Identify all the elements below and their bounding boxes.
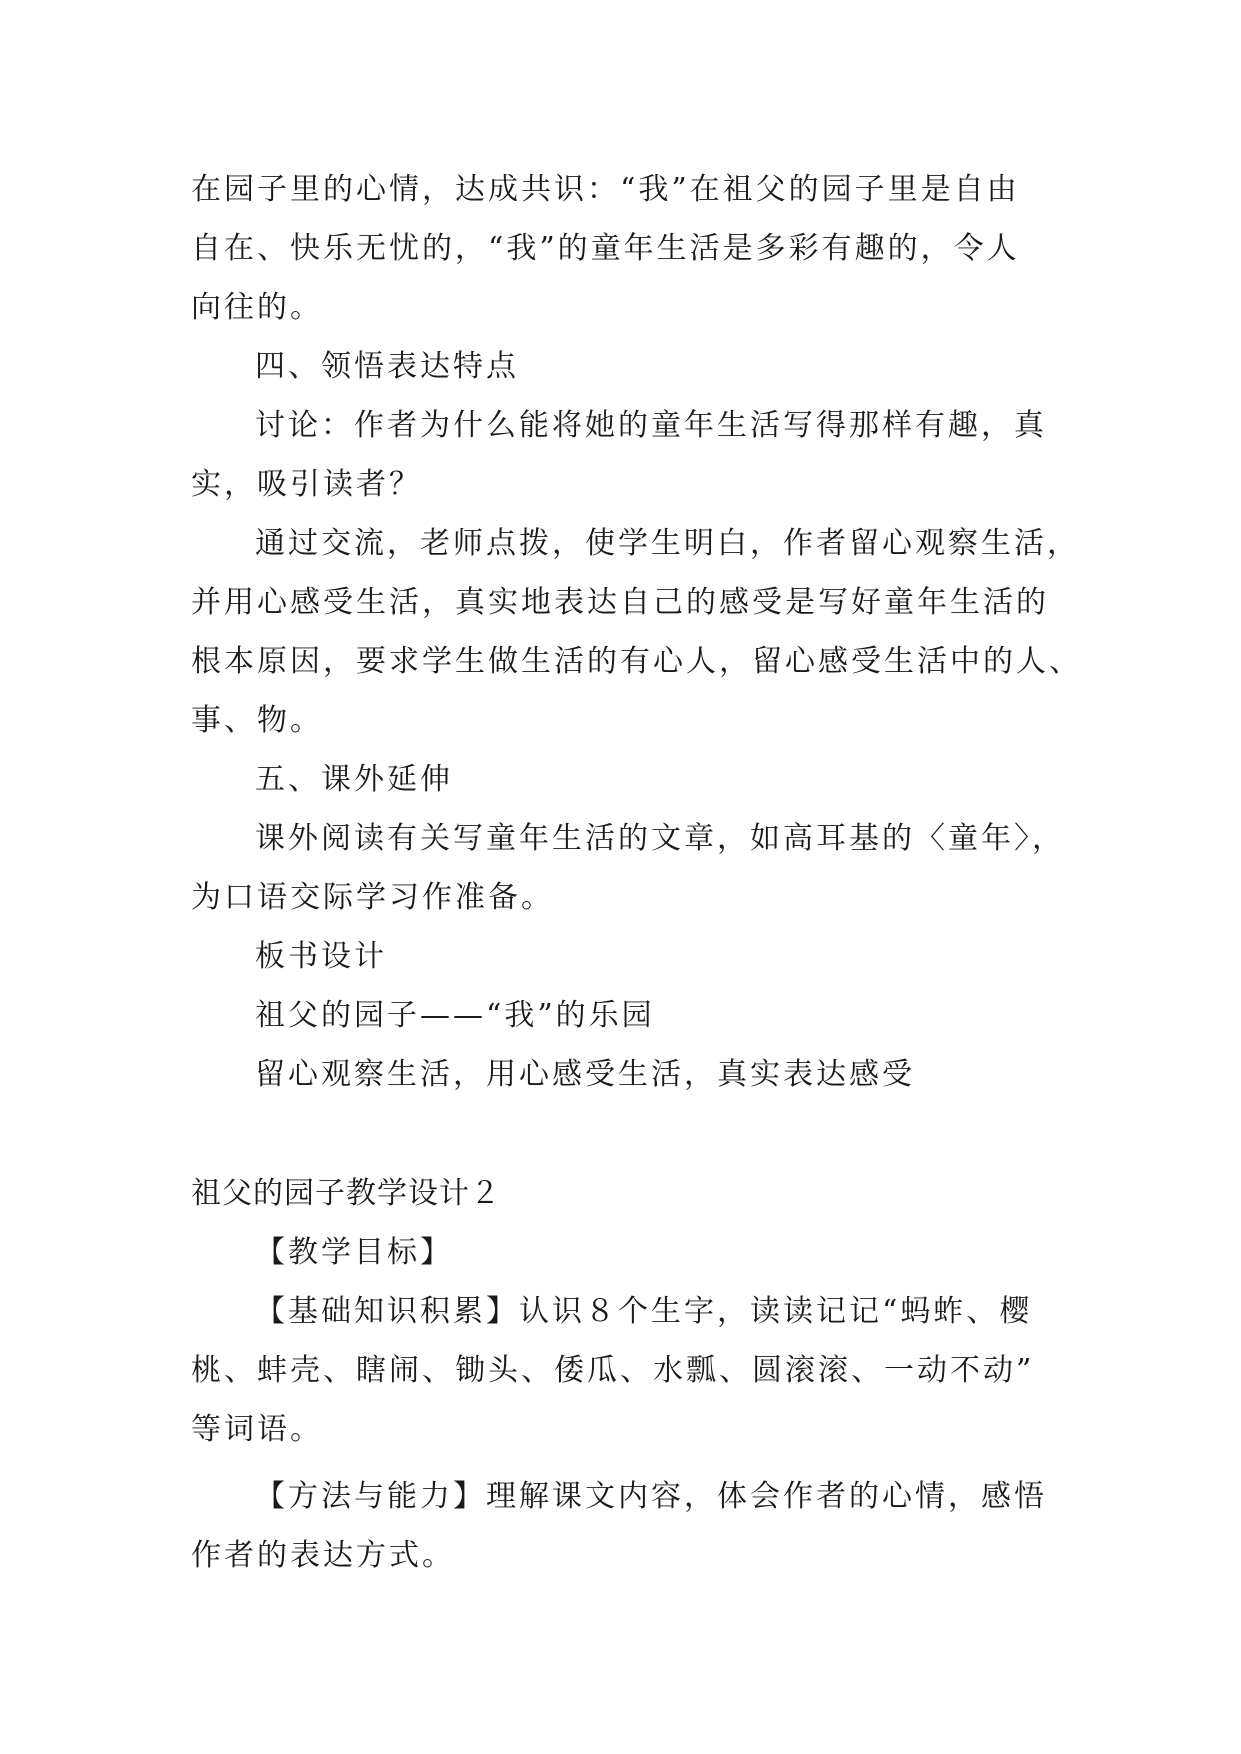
paragraph-line: 实，吸引读者？ bbox=[191, 467, 422, 502]
paragraph-line: 为口语交际学习作准备。 bbox=[191, 880, 554, 915]
paragraph-line: 等词语。 bbox=[191, 1412, 323, 1447]
paragraph-line: 【方法与能力】理解课文内容，体会作者的心情，感悟 bbox=[255, 1479, 1047, 1514]
paragraph-line: 根本原因，要求学生做生活的有心人，留心感受生活中的人、 bbox=[191, 644, 1082, 679]
paragraph-line: 在园子里的心情，达成共识：“我”在祖父的园子里是自由 bbox=[191, 172, 1020, 207]
board-design-heading: 板书设计 bbox=[255, 939, 387, 974]
document-title: 祖父的园子教学设计２ bbox=[191, 1176, 501, 1211]
paragraph-line: 桃、蚌壳、瞎闹、锄头、倭瓜、水瓢、圆滚滚、一动不动” bbox=[191, 1353, 1035, 1388]
paragraph-line: 向往的。 bbox=[191, 290, 323, 325]
paragraph-line: 【基础知识积累】认识８个生字，读读记记“蚂蚱、樱 bbox=[255, 1294, 1033, 1329]
section-gap bbox=[191, 1104, 1051, 1164]
paragraph-line: 作者的表达方式。 bbox=[191, 1538, 455, 1573]
section-heading: 五、课外延伸 bbox=[255, 762, 453, 797]
goals-heading: 【教学目标】 bbox=[255, 1235, 453, 1270]
board-design-line: 祖父的园子——“我”的乐园 bbox=[255, 998, 655, 1033]
paragraph-line: 通过交流，老师点拨，使学生明白，作者留心观察生活， bbox=[255, 526, 1080, 561]
board-design-line: 留心观察生活，用心感受生活，真实表达感受 bbox=[255, 1057, 915, 1092]
paragraph-line: 事、物。 bbox=[191, 703, 323, 738]
document-body bbox=[191, 160, 1082, 1585]
section-heading: 四、领悟表达特点 bbox=[255, 349, 519, 384]
paragraph-line: 自在、快乐无忧的，“我”的童年生活是多彩有趣的，令人 bbox=[191, 231, 1020, 266]
paragraph-line: 课外阅读有关写童年生活的文章，如高耳基的〈童年〉， bbox=[255, 821, 1065, 856]
paragraph-gap bbox=[191, 1459, 1051, 1467]
paragraph-line: 并用心感受生活，真实地表达自己的感受是写好童年生活的 bbox=[191, 585, 1049, 620]
paragraph-line: 讨论：作者为什么能将她的童年生活写得那样有趣，真 bbox=[255, 408, 1047, 443]
